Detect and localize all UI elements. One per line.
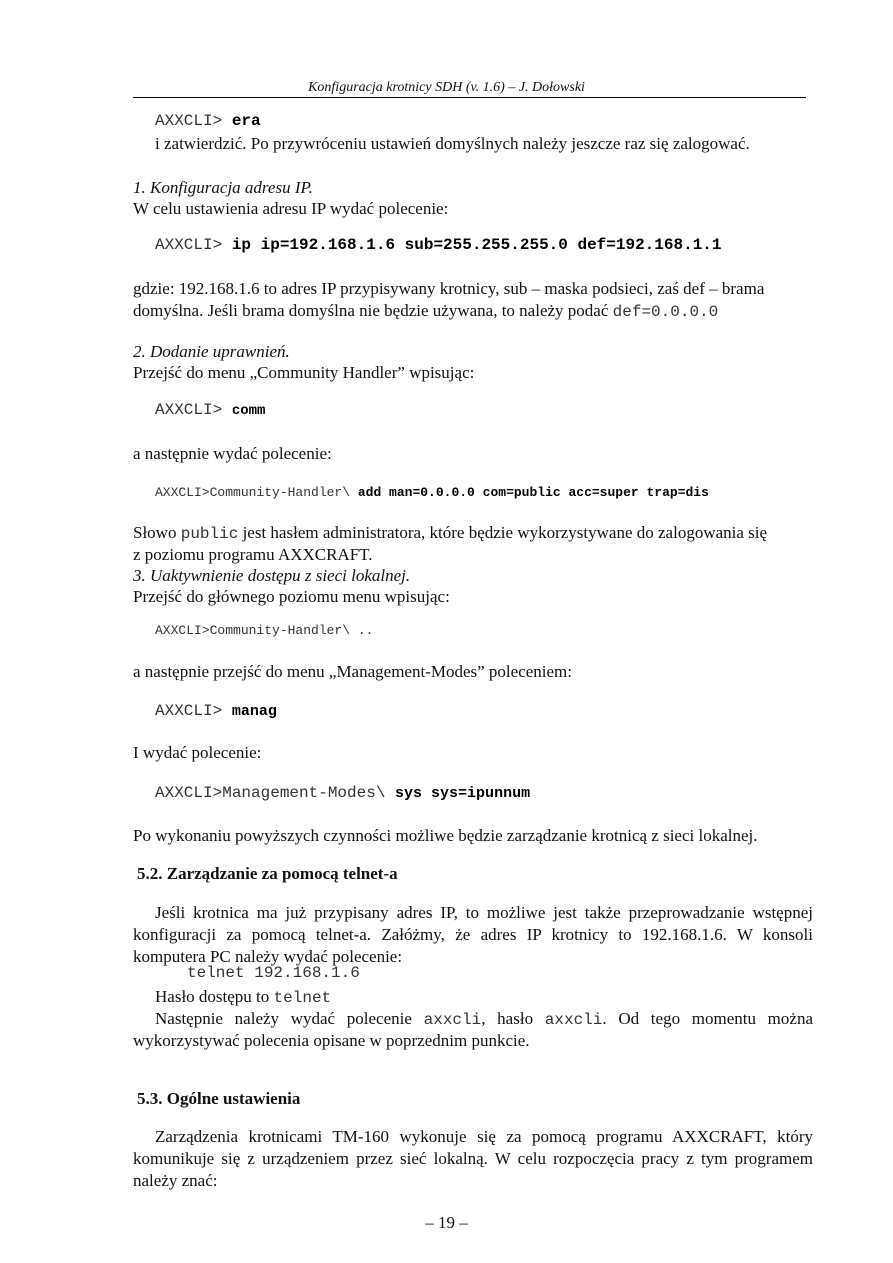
cli-command: sys sys=ipunnum: [395, 785, 531, 802]
inline-code: axxcli: [544, 1011, 603, 1029]
next-text: . Od tego momentu można: [602, 1009, 813, 1028]
issue-text: I wydać polecenie:: [133, 743, 262, 762]
step3-title: 3. Uaktywnienie dostępu z sieci lokalnej.: [133, 566, 411, 585]
cli-prompt: AXXCLI>Management-Modes\: [155, 784, 396, 802]
ip-description-line2: [133, 300, 718, 323]
next-text: Następnie należy wydać polecenie: [155, 1009, 424, 1028]
then-manag-text: a następnie przejść do menu „Management-Modes” poleceniem:: [133, 662, 572, 681]
then-command-text: a następnie wydać polecenie:: [133, 444, 332, 463]
inline-code: def=0.0.0.0: [612, 303, 719, 321]
password-line: [155, 986, 331, 1009]
command-sys: [155, 784, 530, 802]
next-text: , hasło: [481, 1009, 545, 1028]
cli-command: add man=0.0.0.0 com=public acc=super trap=dis: [357, 485, 709, 500]
public-text: jest hasłem administratora, które będzie wykorzystywane do zalogowania się: [238, 523, 768, 542]
ip-description-line1: gdzie: 192.168.1.6 to adres IP przypisywany krotnicy, sub – maska podsieci, zaś def – brama: [133, 279, 765, 298]
telnet-command: telnet 192.168.1.6: [187, 964, 360, 982]
cli-prompt: AXXCLI>: [155, 236, 232, 254]
header-rule: [133, 97, 806, 98]
command-manag: [155, 702, 277, 720]
cli-command: ip ip=192.168.1.6 sub=255.255.255.0 def=192.168.1.1: [231, 236, 722, 254]
public-text: Słowo: [133, 523, 181, 542]
step2-title: 2. Dodanie uprawnień.: [133, 342, 290, 361]
inline-code: axxcli: [423, 1011, 482, 1029]
cli-command: era: [231, 112, 261, 130]
step1-text: W celu ustawienia adresu IP wydać polecenie:: [133, 199, 449, 218]
cli-prompt: AXXCLI>: [155, 112, 232, 130]
running-header: Konfiguracja krotnicy SDH (v. 1.6) – J. Dołowski: [308, 80, 585, 95]
next-line1: [133, 1008, 813, 1031]
public-line1: [133, 522, 767, 545]
section-5-2-paragraph: Jeśli krotnica ma już przypisany adres IP, to możliwe jest także przeprowadzanie wstępnej konfiguracji za pomocą telnet-a. Załóżmy, że adres IP krotnicy to 192.168.1.6. W konsoli komputera PC należy wydać polecenie:: [133, 903, 813, 966]
section-5-3-title: 5.3. Ogólne ustawienia: [137, 1089, 301, 1108]
command-era: [155, 112, 261, 130]
public-line2: z poziomu programu AXXCRAFT.: [133, 545, 373, 564]
cli-command: manag: [231, 703, 277, 720]
password-text: Hasło dostępu to: [155, 987, 274, 1006]
command-ip: [155, 236, 722, 254]
inline-code: public: [180, 525, 239, 543]
command-comm: [155, 401, 265, 419]
command-add: [155, 483, 709, 501]
ip-description-text: domyślna. Jeśli brama domyślna nie będzie używana, to należy podać: [133, 301, 613, 320]
cli-prompt: AXXCLI>Community-Handler\: [155, 485, 358, 500]
next-line2: wykorzystywać polecenia opisane w poprzednim punkcie.: [133, 1031, 530, 1050]
cli-command: comm: [231, 403, 266, 419]
after-text: Po wykonaniu powyższych czynności możliwe będzie zarządzanie krotnicą z sieci lokalnej.: [133, 826, 758, 845]
section-5-2-title: 5.2. Zarządzanie za pomocą telnet-a: [137, 864, 398, 883]
command-up: AXXCLI>Community-Handler\ ..: [155, 623, 374, 638]
cli-prompt: AXXCLI>: [155, 702, 232, 720]
step1-title: 1. Konfiguracja adresu IP.: [133, 178, 313, 197]
page-number: – 19 –: [425, 1213, 468, 1232]
confirm-text: i zatwierdzić. Po przywróceniu ustawień domyślnych należy jeszcze raz się zalogować.: [155, 134, 750, 153]
section-5-3-paragraph: Zarządzenia krotnicami TM-160 wykonuje się za pomocą programu AXXCRAFT, który komunikuje się z urządzeniem przez sieć lokalną. W celu rozpoczęcia pracy z tym programem należy znać:: [133, 1127, 813, 1190]
cli-prompt: AXXCLI>: [155, 401, 232, 419]
step2-text: Przejść do menu „Community Handler” wpisując:: [133, 363, 475, 382]
inline-code: telnet: [273, 989, 332, 1007]
step3-text: Przejść do głównego poziomu menu wpisując:: [133, 587, 450, 606]
